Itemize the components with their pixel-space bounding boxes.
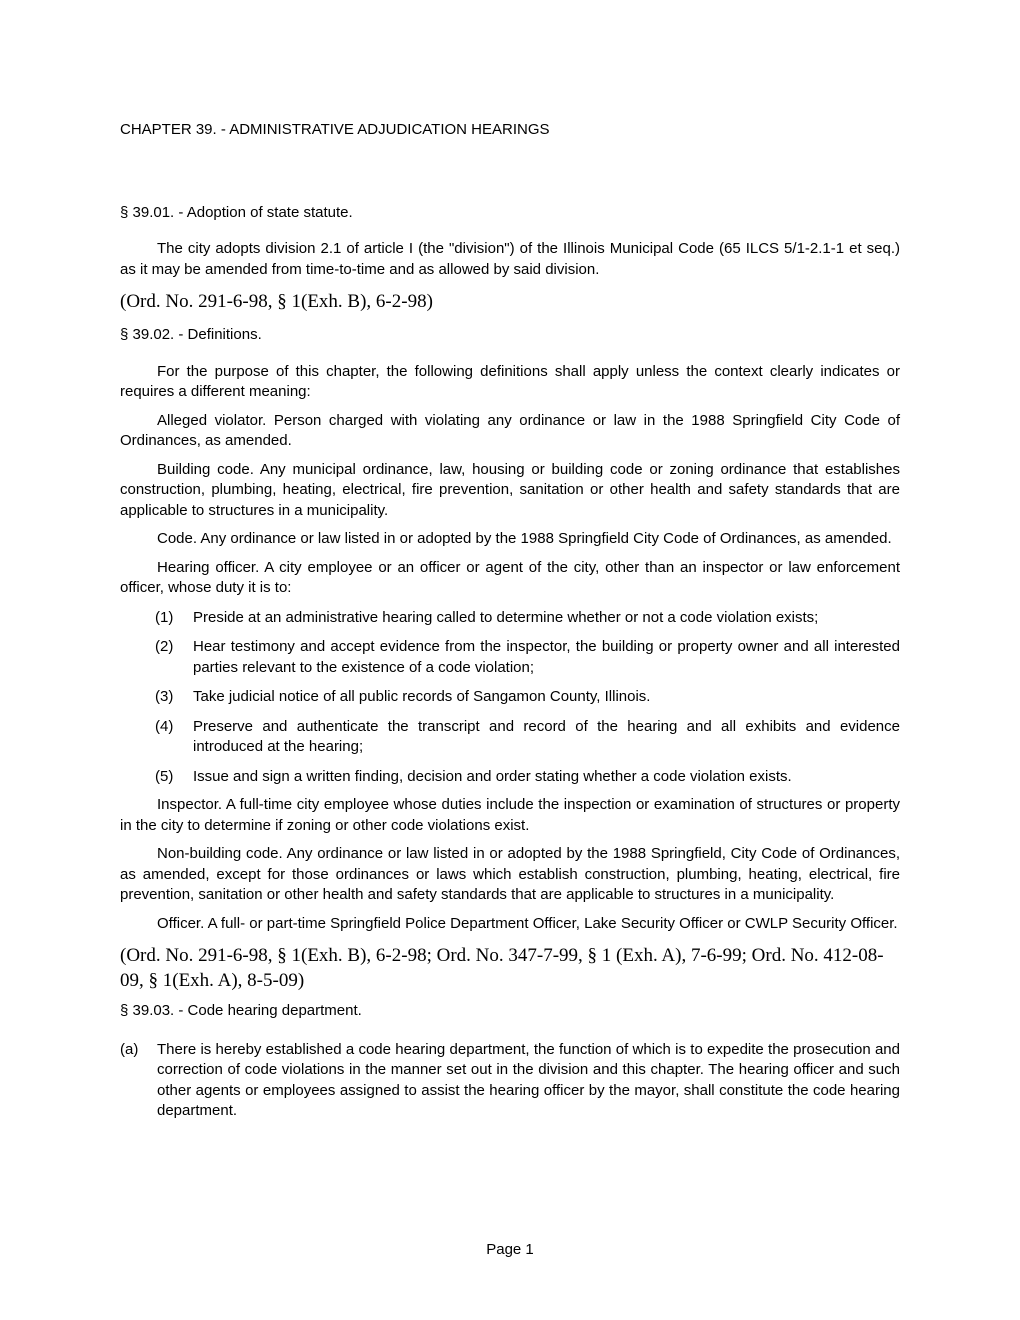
section-39-01-heading: § 39.01. - Adoption of state statute.	[120, 203, 353, 221]
duty-4-text: Preserve and authenticate the transcript and record of the hearing and all exhibits and evidence introduced at the hearing;	[193, 717, 900, 755]
definitions-intro: For the purpose of this chapter, the following definitions shall apply unless the context clearly indicates or requires a different meaning:	[120, 362, 900, 400]
definition-code: Code. Any ordinance or law listed in or adopted by the 1988 Springfield City Code of Ordinances, as amended.	[157, 530, 892, 547]
duty-3-number: (3)	[155, 688, 174, 705]
definition-officer: Officer. A full- or part-time Springfield Police Department Officer, Lake Security Officer or CWLP Security Officer.	[157, 914, 898, 932]
item-a-letter: (a)	[120, 1040, 139, 1058]
duty-2-text: Hear testimony and accept evidence from the inspector, the building or property owner and all interested parties relevant to the existence of a code violation;	[193, 638, 900, 676]
hearing-officer-duty-2	[120, 637, 900, 678]
section-39-02-heading: § 39.02. - Definitions.	[120, 326, 262, 343]
hearing-officer-duty-5	[120, 767, 900, 788]
section-39-03-item-a	[120, 1040, 900, 1122]
duty-5-number: (5)	[155, 767, 174, 785]
definition-inspector: Inspector. A full-time city employee whose duties include the inspection or examination of structures or property in the city to determine if zoning or other code violations exist.	[120, 796, 900, 834]
definition-alleged-violator: Alleged violator. Person charged with violating any ordinance or law in the 1988 Springfield City Code of Ordinances, as amended.	[120, 411, 900, 449]
section-39-02-citation: (Ord. No. 291-6-98, § 1(Exh. B), 6-2-98; Ord. No. 347-7-99, § 1 (Exh. A), 7-6-99; Ord. No. 412-08-09, § 1(Exh. A), 8-5-09)	[120, 945, 884, 991]
hearing-officer-duty-4	[120, 717, 900, 758]
duty-4-number: (4)	[155, 717, 174, 735]
hearing-officer-duty-3	[120, 687, 900, 708]
chapter-title: CHAPTER 39. - ADMINISTRATIVE ADJUDICATION HEARINGS	[120, 121, 550, 138]
duty-2-number: (2)	[155, 638, 174, 655]
duty-5-text: Issue and sign a written finding, decision and order stating whether a code violation exists.	[193, 767, 792, 785]
duty-1-text: Preside at an administrative hearing called to determine whether or not a code violation exists;	[193, 608, 819, 626]
section-39-03-heading: § 39.03. - Code hearing department.	[120, 1002, 362, 1019]
definition-hearing-officer: Hearing officer. A city employee or an officer or agent of the city, other than an inspector or law enforcement officer, whose duty it is to:	[120, 558, 900, 596]
item-a-text: There is hereby established a code hearing department, the function of which is to expedite the prosecution and correction of code violations in the manner set out in the division and this chapter. The hearing officer and such other agents or employees assigned to assist the hearing officer by the mayor, shall constitute the code hearing department.	[157, 1040, 900, 1119]
duty-3-text: Take judicial notice of all public records of Sangamon County, Illinois.	[193, 688, 651, 705]
duty-1-number: (1)	[155, 608, 174, 626]
section-39-01-paragraph: The city adopts division 2.1 of article I (the "division") of the Illinois Municipal Code (65 ILCS 5/1-2.1-1 et seq.) as it may be amended from time-to-time and as allowed by said division.	[120, 240, 900, 278]
section-39-01-citation: (Ord. No. 291-6-98, § 1(Exh. B), 6-2-98)	[120, 291, 433, 312]
definition-non-building-code: Non-building code. Any ordinance or law listed in or adopted by the 1988 Springfield, City Code of Ordinances, as amended, except for those ordinances or laws which establish construction, plumbing, heating, electrical, fire prevention, sanitation or other health and safety standards that are applicable to structures in a municipality.	[120, 845, 900, 903]
hearing-officer-duty-1	[120, 608, 900, 629]
definition-building-code: Building code. Any municipal ordinance, law, housing or building code or zoning ordinance that establishes construction, plumbing, heating, electrical, fire prevention, sanitation or other health and safety standards that are applicable to structures in a municipality.	[120, 460, 900, 519]
page-number: Page 1	[486, 1241, 534, 1258]
page-footer	[0, 1240, 1020, 1261]
